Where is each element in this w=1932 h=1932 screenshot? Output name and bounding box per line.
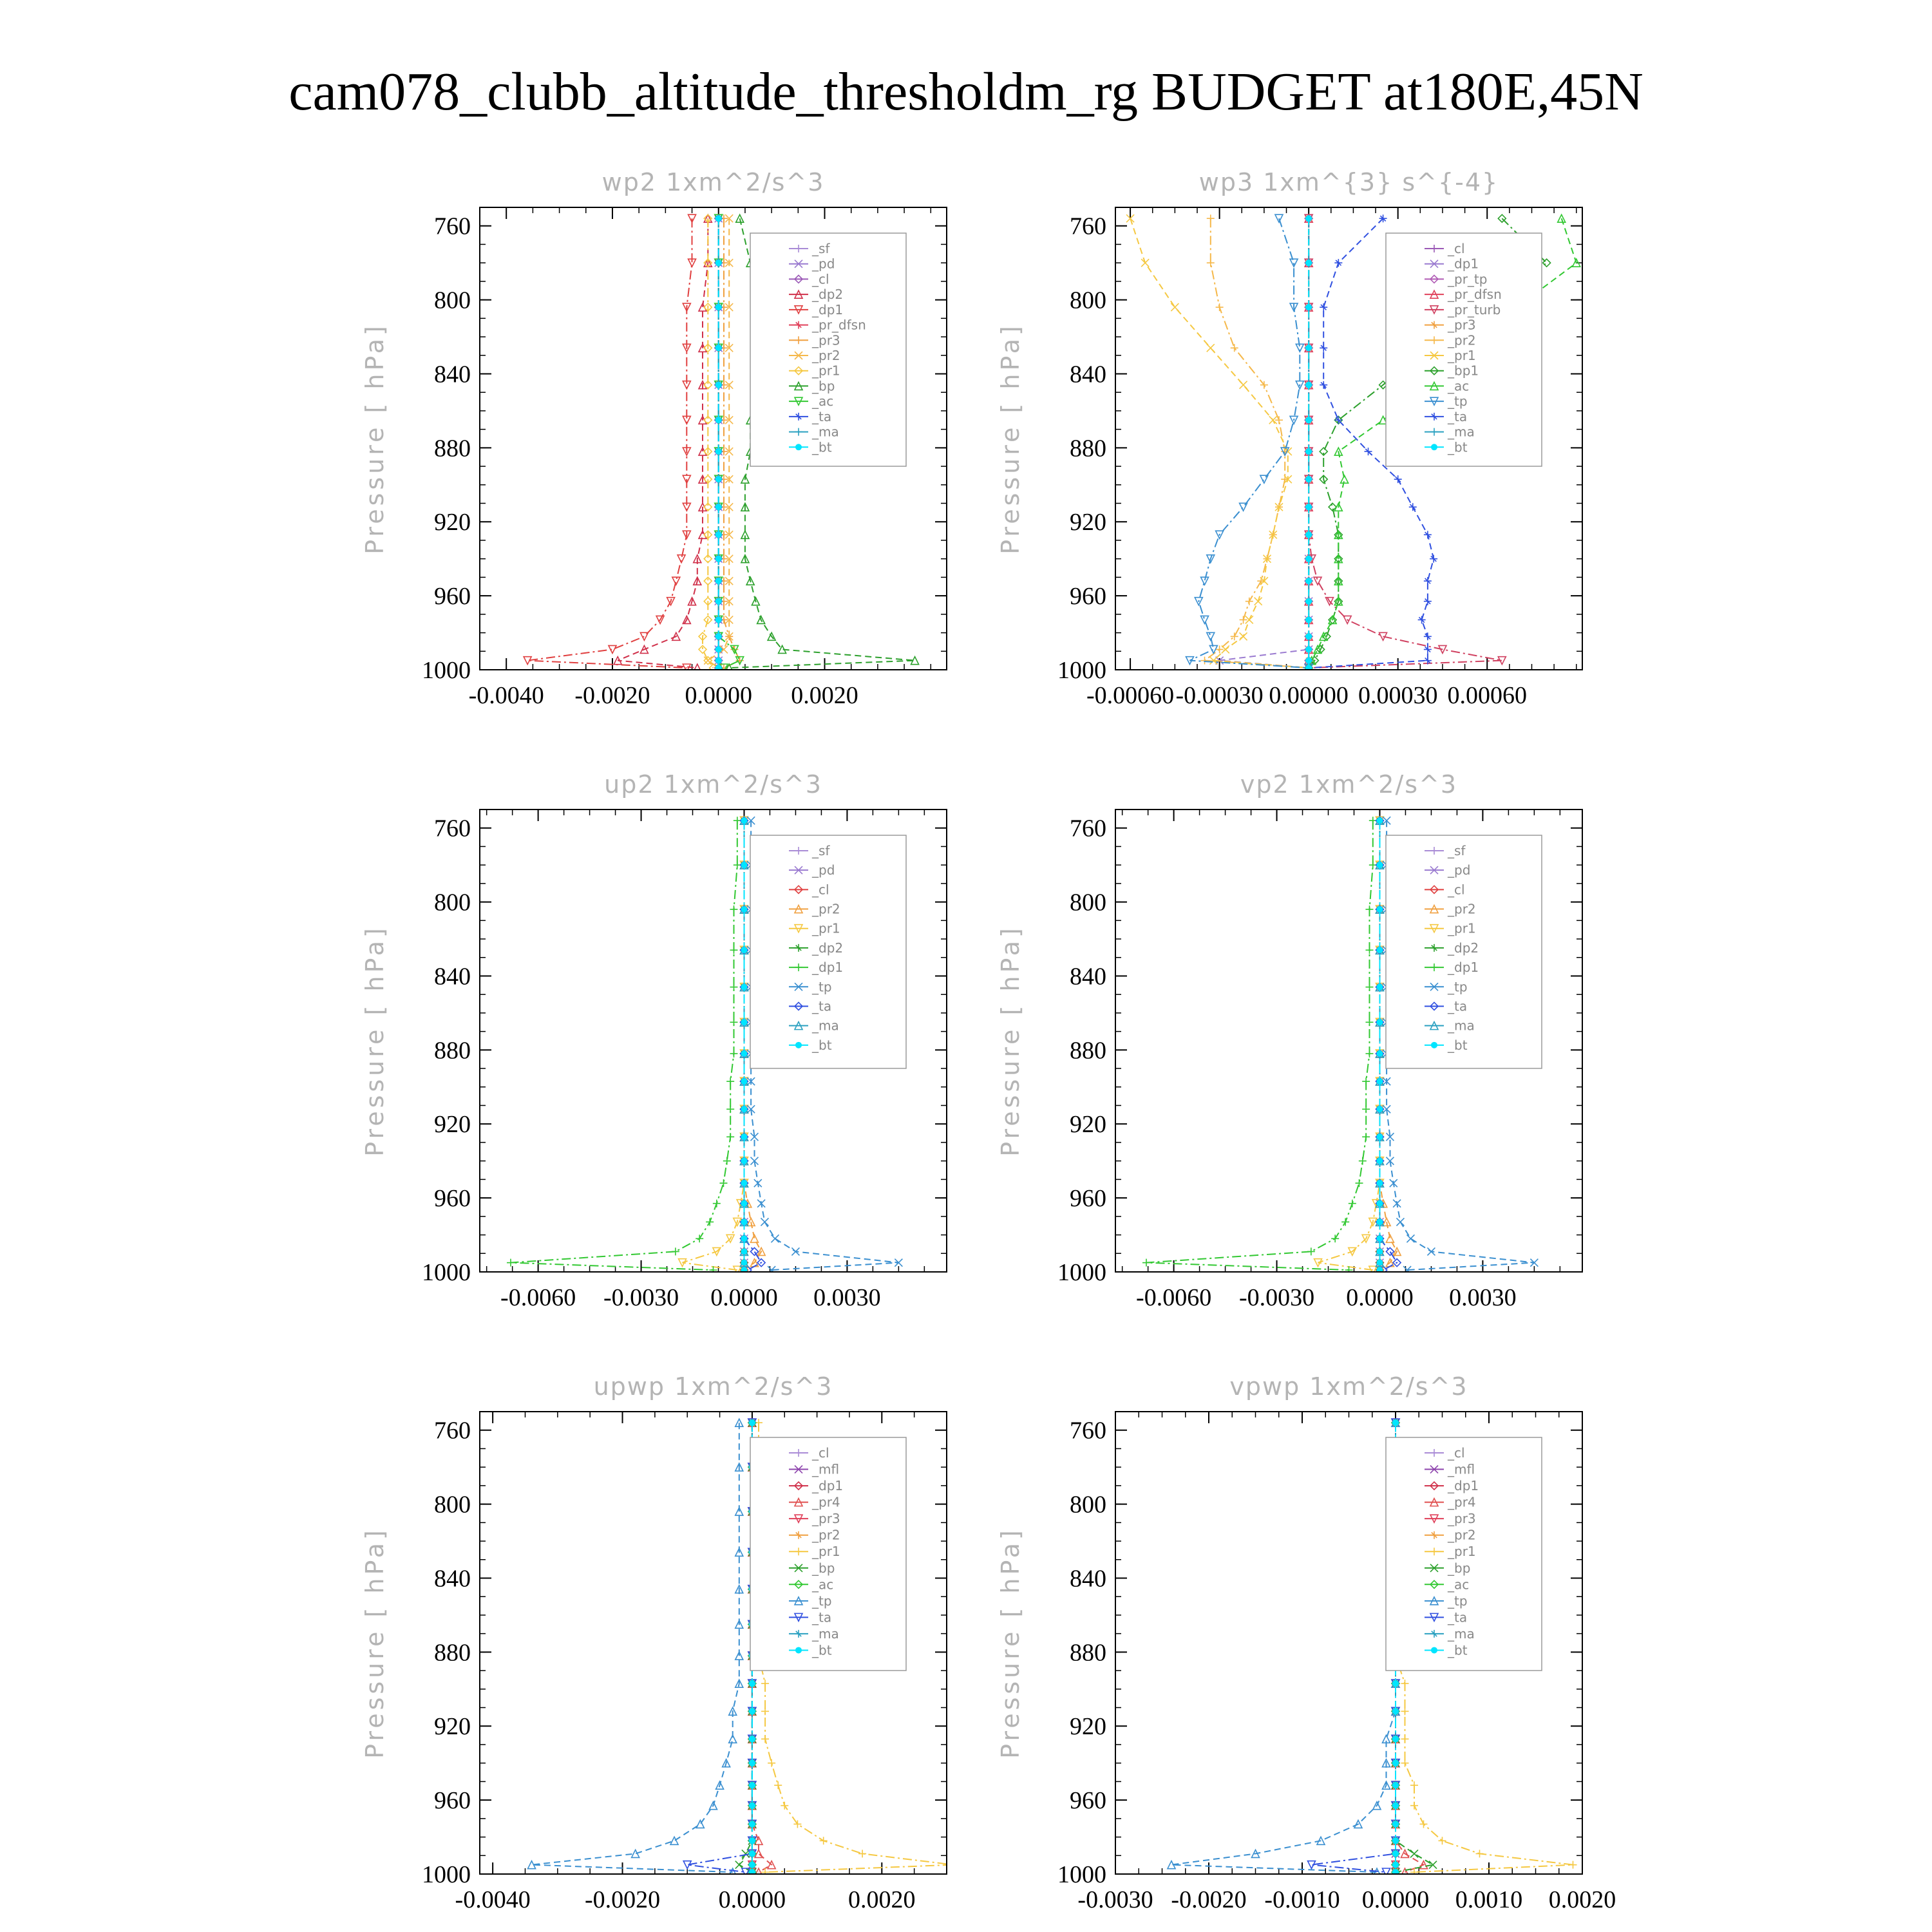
y-tick-label: 960 [434,1185,471,1213]
y-tick-label: 840 [1070,361,1106,388]
legend-label: _pr2 [1448,901,1476,917]
y-tick-label: 760 [1070,815,1106,842]
data-point [741,984,747,990]
data-point [749,1708,755,1714]
legend-label: _bt [1448,1037,1468,1053]
x-tick-label: -0.0020 [584,1886,661,1913]
x-tick-label: -0.0030 [1077,1886,1153,1913]
data-point [1392,1419,1399,1426]
x-tick-label: -0.00060 [1086,682,1175,709]
y-tick-label: 760 [434,1417,471,1444]
data-point [715,556,722,562]
data-point [1392,1708,1399,1714]
data-point [1305,598,1312,605]
x-tick-label: 0.0000 [710,1284,778,1311]
y-tick-label: 960 [434,1787,471,1815]
y-tick-label: 840 [434,361,471,388]
legend-label: _pr1 [1448,348,1476,363]
x-tick-label: -0.0060 [1136,1284,1212,1311]
x-tick-label: -0.0040 [468,682,544,709]
x-tick-label: -0.0030 [1238,1284,1315,1311]
legend-label: _sf [812,241,830,256]
data-point [1376,1200,1383,1207]
data-point [715,260,722,266]
legend-label: _pr2 [1448,1527,1476,1543]
legend-marker [1431,1042,1437,1048]
x-tick-label: 0.00060 [1447,682,1527,709]
legend-label: _ma [812,1018,839,1034]
data-point [715,658,722,664]
legend-label: _ma [812,1625,839,1642]
data-point [715,448,722,455]
data-point [1305,504,1312,510]
data-point [1376,1078,1383,1084]
y-tick-label: 1000 [1057,657,1106,684]
legend-label: _bt [1448,1642,1468,1658]
legend-marker [1431,444,1437,450]
y-axis-label: Pressure [ hPa] [361,323,389,554]
data-point [715,598,722,605]
data-point [741,1050,747,1057]
y-axis-label: Pressure [ hPa] [361,1527,389,1759]
data-point [1392,1680,1399,1687]
data-point [1392,1803,1399,1809]
x-tick-label: -0.00030 [1175,682,1264,709]
data-point [749,1760,755,1766]
legend-label: _pr1 [812,1544,840,1560]
data-point [741,906,747,913]
panel-title: vp2 1xm^2/s^3 [1240,770,1458,799]
y-tick-label: 1000 [422,1861,471,1888]
data-point [715,504,722,510]
legend-label: _pr3 [1448,317,1476,333]
panel-title: upwp 1xm^2/s^3 [593,1372,833,1401]
legend-label: _dp1 [1448,256,1479,272]
y-tick-label: 760 [434,213,471,240]
y-tick-label: 760 [1070,213,1106,240]
legend-label: _ta [1448,1609,1468,1625]
data-point [715,304,722,310]
panel-title: wp2 1xm^2/s^3 [601,168,825,196]
legend-label: _pr3 [812,1511,840,1527]
x-tick-label: -0.0040 [455,1886,531,1913]
y-tick-label: 880 [434,1639,471,1667]
data-point [1305,417,1312,423]
data-point [741,1078,747,1084]
x-tick-label: 0.0000 [1361,1886,1430,1913]
legend-label: _bt [812,1037,832,1053]
y-tick-label: 960 [1070,1185,1106,1213]
y-tick-label: 800 [1070,287,1106,314]
y-tick-label: 920 [434,1713,471,1741]
data-point [1392,1862,1399,1868]
legend-label: _ta [1448,998,1468,1014]
data-point [1376,1218,1383,1225]
data-point [1305,260,1312,266]
data-point [749,1782,755,1788]
legend-label: _pr1 [812,363,840,379]
data-point [715,646,722,652]
data-point [715,345,722,351]
data-point [1376,1248,1383,1255]
legend-label: _pr3 [1448,1511,1476,1527]
data-point [741,817,747,824]
data-point [1376,1158,1383,1164]
legend-label: _dp1 [812,1478,844,1494]
y-tick-label: 880 [1070,1639,1106,1667]
data-point [1376,1180,1383,1186]
y-tick-label: 800 [434,1491,471,1519]
data-point [1392,1850,1399,1857]
x-tick-label: 0.0020 [848,1886,916,1913]
legend-label: _ta [812,998,832,1014]
y-tick-label: 880 [1070,435,1106,462]
data-point [1376,906,1383,913]
data-point [749,1419,755,1426]
y-tick-label: 760 [434,815,471,842]
y-tick-label: 880 [434,1037,471,1065]
data-point [1305,448,1312,455]
data-point [1392,1782,1399,1788]
legend-label: _ma [1448,1018,1475,1034]
legend-label: _ma [812,424,839,440]
legend-label: _ac [812,1577,834,1593]
x-tick-label: 0.0020 [791,682,858,709]
legend-marker [795,444,802,450]
data-point [749,1803,755,1809]
figure-title: cam078_clubb_altitude_thresholdm_rg BUDGET at180E,45N [289,62,1643,122]
data-point [1376,862,1383,868]
x-tick-label: 0.0010 [1455,1886,1523,1913]
y-axis-label: Pressure [ hPa] [996,1527,1025,1759]
data-point [1392,1821,1399,1827]
y-tick-label: 920 [434,1111,471,1139]
data-point [1305,215,1312,222]
legend-label: _bp [1448,1560,1471,1576]
legend-label: _ta [812,408,832,424]
y-tick-label: 760 [1070,1417,1106,1444]
x-tick-label: 0.00000 [1269,682,1349,709]
legend-label: _mfl [1448,1461,1475,1477]
legend-label: _pd [812,256,835,272]
data-point [1376,1260,1383,1266]
y-tick-label: 920 [1070,1713,1106,1741]
data-point [741,1248,747,1255]
legend-label: _ac [1448,378,1470,394]
data-point [741,947,747,953]
legend-label: _dp1 [812,301,844,317]
x-tick-label: 0.0000 [1346,1284,1414,1311]
data-point [1376,817,1383,824]
y-tick-label: 840 [1070,963,1106,990]
legend-label: _pr_dfsn [1448,287,1502,303]
panel-title: up2 1xm^2/s^3 [604,770,822,799]
legend-label: _tp [1448,979,1468,995]
data-point [741,1260,747,1266]
legend-label: _cl [1448,882,1465,898]
x-tick-label: -0.0020 [1171,1886,1247,1913]
legend-label: _dp1 [812,960,844,976]
y-tick-label: 920 [434,509,471,536]
legend-label: _cl [812,882,829,898]
data-point [749,1850,755,1857]
legend-label: _bp1 [1448,363,1479,379]
legend-label: _mfl [812,1461,840,1477]
data-point [1305,556,1312,562]
x-tick-label: 0.00030 [1358,682,1438,709]
legend-label: _cl [1448,1445,1465,1461]
y-tick-label: 960 [1070,583,1106,611]
legend-label: _pr4 [812,1494,840,1510]
legend-label: _sf [812,843,830,858]
legend-label: _dp2 [1448,940,1479,956]
legend-label: _ma [1448,1625,1475,1642]
data-point [715,633,722,639]
x-tick-label: 0.0030 [813,1284,881,1311]
legend-label: _pr_turb [1448,301,1501,317]
panel-title: vpwp 1xm^2/s^3 [1229,1372,1468,1401]
y-tick-label: 1000 [1057,1259,1106,1286]
data-point [749,1837,755,1844]
data-point [715,578,722,584]
data-point [1376,1235,1383,1242]
y-tick-label: 880 [1070,1037,1106,1065]
legend-label: _tp [1448,393,1468,410]
legend-label: _pr2 [812,348,840,363]
y-axis-label: Pressure [ hPa] [361,925,389,1157]
data-point [741,1133,747,1140]
legend-label: _ma [1448,424,1475,440]
legend-label: _bp [812,1560,835,1576]
legend-label: _ac [812,393,834,410]
data-point [1305,382,1312,388]
data-point [1305,531,1312,538]
data-point [1305,476,1312,482]
legend-label: _pr_dfsn [812,317,866,333]
x-tick-label: 0.0030 [1449,1284,1517,1311]
legend-label: _pd [1448,862,1471,878]
legend-label: _ta [1448,408,1468,424]
legend-label: _bp [812,378,835,394]
legend-marker [795,1042,802,1048]
legend-label: _ac [1448,1577,1470,1593]
data-point [741,1106,747,1112]
panel-title: wp3 1xm^{3} s^{-4} [1198,168,1499,196]
legend-label: _pr2 [812,1527,840,1543]
data-point [715,417,722,423]
data-point [1305,578,1312,584]
legend-label: _cl [812,1445,829,1461]
legend-label: _tp [812,979,832,995]
x-tick-label: 0.0000 [718,1886,786,1913]
data-point [1392,1837,1399,1844]
x-tick-label: -0.0020 [574,682,650,709]
legend-label: _bt [812,1642,832,1658]
data-point [749,1821,755,1827]
legend-label: _dp1 [1448,1478,1479,1494]
data-point [715,616,722,623]
y-tick-label: 1000 [422,1259,471,1286]
y-tick-label: 800 [1070,1491,1106,1519]
y-tick-label: 840 [434,1565,471,1593]
data-point [1376,984,1383,990]
data-point [741,1180,747,1186]
y-axis-label: Pressure [ hPa] [996,925,1025,1157]
data-point [749,1862,755,1868]
y-tick-label: 840 [434,963,471,990]
legend-label: _dp2 [812,940,844,956]
legend-label: _tp [812,1593,832,1609]
data-point [715,215,722,222]
data-point [1305,345,1312,351]
legend-label: _pr_tp [1448,271,1488,287]
x-tick-label: 0.0020 [1548,1886,1616,1913]
y-tick-label: 1000 [422,657,471,684]
y-tick-label: 800 [434,889,471,916]
y-tick-label: 800 [1070,889,1106,916]
data-point [1392,1760,1399,1766]
y-axis-label: Pressure [ hPa] [996,323,1025,554]
y-tick-label: 1000 [1057,1861,1106,1888]
x-tick-label: -0.0030 [603,1284,679,1311]
data-point [741,862,747,868]
legend-label: _bt [1448,439,1468,455]
x-tick-label: -0.0010 [1264,1886,1340,1913]
legend-label: _pr3 [812,332,840,348]
data-point [1376,1050,1383,1057]
data-point [1305,646,1312,652]
legend-label: _sf [1448,843,1466,858]
y-tick-label: 920 [1070,1111,1106,1139]
data-point [715,382,722,388]
legend-label: _pd [812,862,835,878]
legend-label: _dp2 [812,287,844,303]
legend-marker [1431,1647,1437,1653]
data-point [1376,947,1383,953]
data-point [715,531,722,538]
y-tick-label: 880 [434,435,471,462]
legend-marker [795,1647,802,1653]
x-tick-label: -0.0060 [500,1284,576,1311]
data-point [741,1235,747,1242]
legend-label: _pr1 [1448,920,1476,936]
legend-label: _tp [1448,1593,1468,1609]
data-point [749,1680,755,1687]
legend-label: _dp1 [1448,960,1479,976]
y-tick-label: 840 [1070,1565,1106,1593]
data-point [1305,304,1312,310]
y-tick-label: 800 [434,287,471,314]
legend-label: _pr1 [1448,1544,1476,1560]
data-point [1305,658,1312,664]
data-point [741,1218,747,1225]
legend-label: _bt [812,439,832,455]
legend-label: _ta [812,1609,832,1625]
data-point [741,1019,747,1025]
legend-label: _pr2 [812,901,840,917]
legend-label: _cl [812,271,829,287]
data-point [1392,1736,1399,1742]
data-point [741,1158,747,1164]
data-point [1376,1133,1383,1140]
legend-label: _pr4 [1448,1494,1476,1510]
data-point [1376,1106,1383,1112]
data-point [1305,616,1312,623]
legend-label: _pr2 [1448,332,1476,348]
data-point [741,1200,747,1207]
data-point [1305,633,1312,639]
data-point [749,1736,755,1742]
legend-label: _pr1 [812,920,840,936]
y-tick-label: 920 [1070,509,1106,536]
legend-label: _cl [1448,241,1465,256]
data-point [715,476,722,482]
y-tick-label: 960 [1070,1787,1106,1815]
y-tick-label: 960 [434,583,471,611]
data-point [1376,1019,1383,1025]
x-tick-label: 0.0000 [685,682,752,709]
